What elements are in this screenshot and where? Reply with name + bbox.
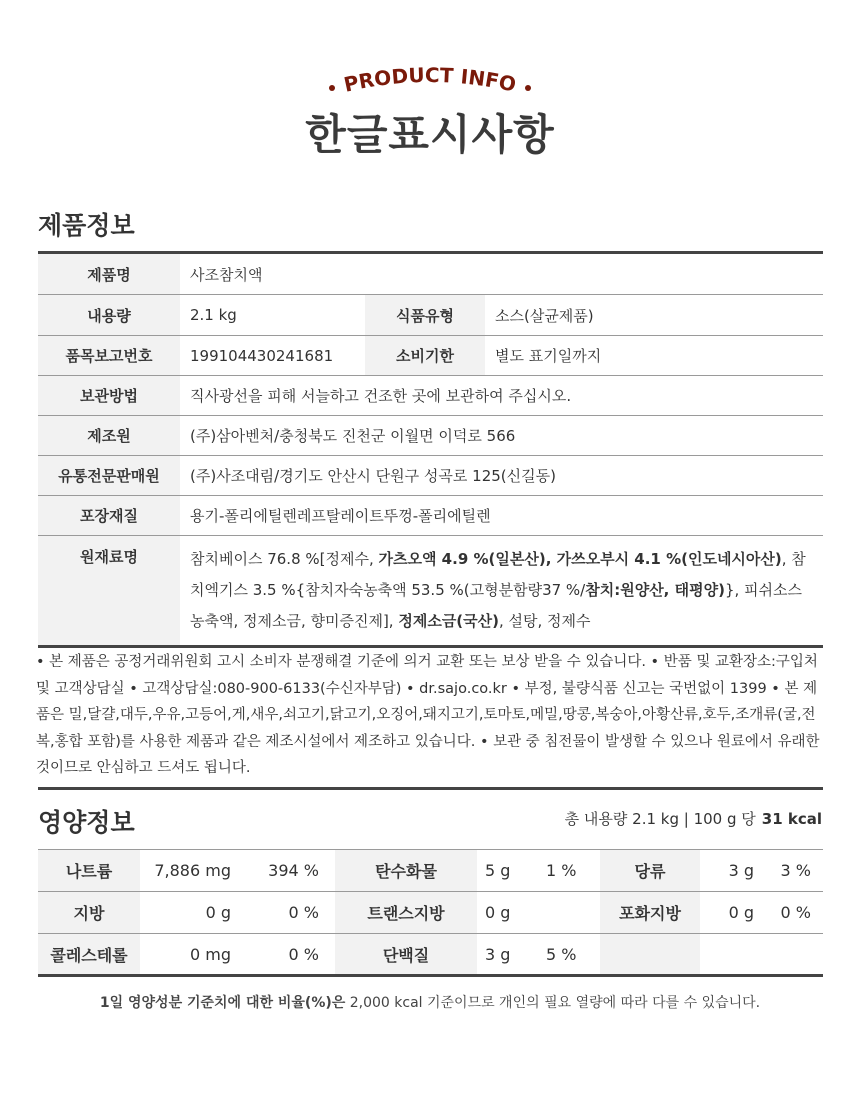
label-distributor: 유통전문판매원	[38, 456, 180, 496]
nutrient-percent: 5 %	[546, 944, 577, 964]
label-packaging: 포장재질	[38, 496, 180, 536]
nutrient-label: 나트륨	[38, 850, 140, 892]
nutrient-amount: 0 mg	[189, 944, 231, 964]
table-row-ingredients	[38, 536, 823, 647]
nutrient-percent: 0 %	[288, 944, 319, 964]
nutrient-label: 포화지방	[600, 892, 700, 934]
nutrient-amount-empty	[700, 934, 760, 976]
label-volume: 내용량	[38, 295, 180, 336]
label-storage: 보관방법	[38, 376, 180, 416]
nutrient-amount: 0 g	[477, 892, 530, 934]
section-title-nutrition: 영양정보	[38, 808, 135, 837]
nutrient-label: 지방	[38, 892, 140, 934]
nutrient-label: 탄수화물	[335, 850, 477, 892]
product-info-table	[38, 251, 823, 648]
kcal-value: 31 kcal	[761, 810, 822, 828]
nutrient-amount: 7,886 mg	[140, 850, 237, 892]
value-distributor: (주)사조대림/경기도 안산시 단원구 성곡로 125(신길동)	[180, 456, 823, 496]
section-divider	[38, 787, 823, 790]
value-expiry: 별도 표기일까지	[485, 336, 823, 376]
nutrition-total	[565, 808, 822, 829]
nutrient-percent: 0 %	[760, 892, 823, 934]
label-expiry: 소비기한	[365, 336, 485, 376]
product-info-arched-text	[320, 60, 540, 100]
nutrient-label: 당류	[600, 850, 700, 892]
label-food-type: 식품유형	[365, 295, 485, 336]
value-packaging: 용기-폴리에틸렌레프탈레이트뚜껑-폴리에틸렌	[180, 496, 823, 536]
dot-icon	[525, 85, 531, 91]
value-report-no: 199104430241681	[180, 336, 365, 376]
nutrient-label: 단백질	[335, 934, 477, 976]
nutrition-table	[38, 849, 823, 977]
nutrition-footnote: 1일 영양성분 기준치에 대한 비율(%)은 2,000 kcal 기준이므로 개인의 필요 열량에 따라 다를 수 있습니다.	[99, 995, 761, 1011]
nutrient-label: 콜레스테롤	[38, 934, 140, 976]
table-row-volume	[38, 295, 823, 336]
label-name: 제품명	[38, 253, 180, 295]
nutrient-percent: 1 %	[530, 850, 600, 892]
value-volume: 2.1 kg	[180, 295, 365, 336]
nutrient-amount: 5 g	[477, 850, 530, 892]
section-title-product-info: 제품정보	[38, 211, 135, 240]
nutrient-amount: 3 g	[700, 850, 760, 892]
svg-text:PRODUCT INFO: PRODUCT INFO	[341, 62, 519, 97]
nutrient-percent: 3 %	[760, 850, 823, 892]
value-manufacturer: (주)삼아벤처/충청북도 진천군 이월면 이덕로 566	[180, 416, 823, 456]
value-storage: 직사광선을 피해 서늘하고 건조한 곳에 보관하여 주십시오.	[180, 376, 823, 416]
table-row-manufacturer	[38, 416, 823, 456]
consumer-notes: • 본 제품은 공정거래위원회 고시 소비자 분쟁해결 기준에 의거 교환 또는 보상 받을 수 있습니다. • 반품 및 교환장소:구입처 및 고객상담실 • 고객상담실:080-900-6133(수신자부담) • dr.sajo.co.kr • 부정, 불량식품 신고는 국번없이 1399 • 본 제품은 밀,달걀,대두,우유,고등어,게,새우,쇠고기,닭고기,오징어,돼지고기,토마토,메밀,땅콩,복숭아,아황산류,호두,조개류(굴,전복,홍합 포함)를 사용한 제품과 같은 제조시설에서 제조하고 있습니다. • 보관 중 침전물이 발생할 수 있으나 원료에서 유래한 것이므로 안심하고 드셔도 됩니다.	[36, 654, 820, 776]
nutrition-row	[38, 934, 823, 976]
table-row-distributor	[38, 456, 823, 496]
dot-icon	[329, 85, 335, 91]
product-info-eyebrow	[0, 60, 860, 100]
label-ingredients: 원재료명	[38, 536, 180, 647]
nutrition-row	[38, 850, 823, 892]
value-food-type: 소스(살균제품)	[485, 295, 823, 336]
table-row-name	[38, 253, 823, 295]
label-manufacturer: 제조원	[38, 416, 180, 456]
nutrient-percent	[530, 892, 600, 934]
table-row-storage	[38, 376, 823, 416]
value-ingredients: 참치베이스 76.8 %[정제수, 가츠오액 4.9 %(일본산), 가쓰오부시 4.1 %(인도네시아산), 참치엑기스 3.5 %{참치자숙농축액 53.5 %(고형분함량37 %/참치:원양산, 태평양)}, 피쉬소스농축액, 정제소금, 향미증진제], 정제소금(국산), 설탕, 정제수	[190, 550, 806, 630]
nutrient-amount: 3 g	[485, 944, 511, 964]
nutrient-percent-empty	[760, 934, 823, 976]
value-name: 사조참치액	[180, 253, 823, 295]
table-row-report-no	[38, 336, 823, 376]
nutrient-label-empty	[600, 934, 700, 976]
nutrient-percent: 0 %	[237, 892, 335, 934]
nutrient-amount: 0 g	[140, 892, 237, 934]
nutrition-row	[38, 892, 823, 934]
nutrient-percent: 394 %	[237, 850, 335, 892]
page-title: 한글표시사항	[305, 110, 555, 159]
nutrient-amount: 0 g	[700, 892, 760, 934]
label-report-no: 품목보고번호	[38, 336, 180, 376]
nutrient-label: 트랜스지방	[335, 892, 477, 934]
table-row-packaging	[38, 496, 823, 536]
total-volume-text: 총 내용량 2.1 kg | 100 g 당	[564, 810, 756, 828]
